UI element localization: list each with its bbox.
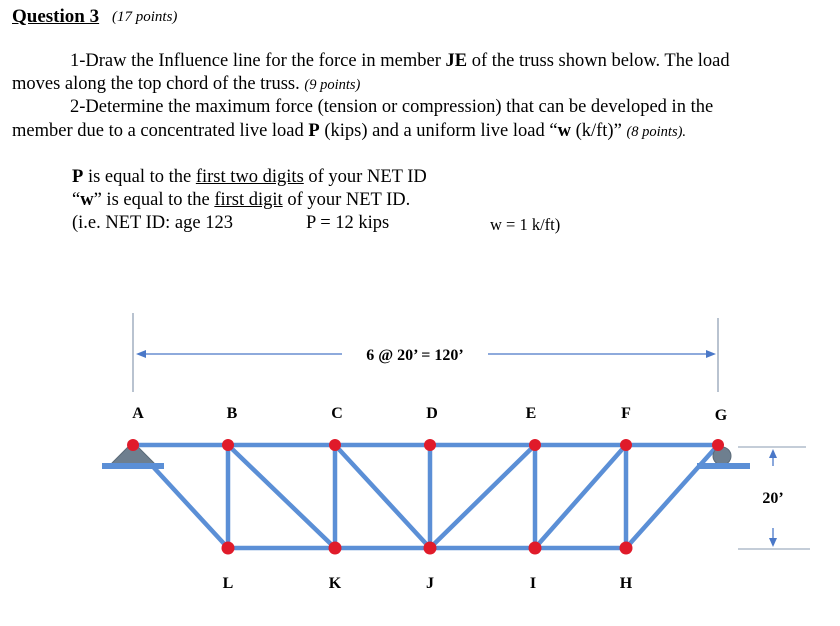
joint-d [424, 439, 436, 451]
part2-text-e: (k/ft)” [570, 121, 627, 141]
def-w-first-digit: first digit [214, 190, 283, 210]
def-w-text-e: of your NET ID. [282, 190, 411, 210]
member-je: JE [445, 51, 468, 71]
question-points: (17 points) [112, 9, 178, 25]
member-je [430, 445, 535, 548]
def-p-text-d: of your NET ID [303, 167, 427, 187]
def-w-text-c: ” is equal to the [93, 190, 215, 210]
joint-k [329, 542, 342, 555]
member-fi [535, 445, 626, 548]
def-example-netid: (i.e. NET ID: age 123 [72, 213, 233, 233]
joint-h [620, 542, 633, 555]
label-a: A [132, 405, 144, 422]
part1-text-a: 1-Draw the Influence line for the force in member [70, 51, 446, 71]
dim-arrow-right [706, 350, 716, 358]
part1-text-line2: moves along the top chord of the truss. [12, 74, 305, 94]
joint-a [127, 439, 139, 451]
part1-text-c: of the truss shown below. The load [467, 51, 730, 71]
span-label: 6 @ 20’ = 120’ [366, 347, 464, 364]
joint-b [222, 439, 234, 451]
def-p-text-b: is equal to the [83, 167, 196, 187]
label-b: B [226, 405, 238, 422]
top-node-labels [132, 405, 728, 424]
member-gh [626, 445, 718, 548]
def-w-symbol: w [80, 190, 94, 210]
joint-g [712, 439, 724, 451]
height-arrow-top [769, 449, 777, 458]
part2-line1: 2-Determine the maximum force (tension or compression) that can be developed in the [70, 97, 714, 117]
truss-members [133, 445, 718, 548]
joint-c [329, 439, 341, 451]
label-l: L [222, 575, 234, 592]
label-c: C [331, 405, 343, 422]
part2-text-a: member due to a concentrated live load [12, 121, 309, 141]
joint-i [529, 542, 542, 555]
label-d: D [426, 405, 438, 422]
member-cj [335, 445, 430, 548]
question-title: Question 3 [12, 6, 100, 27]
def-p-first-two-digits: first two digits [195, 167, 304, 187]
label-i: I [529, 575, 537, 592]
part1-points: (9 points) [304, 77, 361, 93]
label-j: J [426, 575, 434, 592]
dim-arrow-left [136, 350, 146, 358]
joint-l [222, 542, 235, 555]
height-arrow-bottom [769, 538, 777, 547]
label-h: H [619, 575, 633, 592]
part2-points: (8 points). [626, 124, 687, 140]
joint-f [620, 439, 632, 451]
def-example-w: w = 1 k/ft) [490, 215, 561, 234]
label-f: F [621, 405, 631, 422]
member-bk [228, 445, 335, 548]
bottom-node-labels [223, 575, 633, 592]
label-g: G [714, 407, 728, 424]
load-p: P [308, 121, 320, 141]
label-k: K [328, 575, 342, 592]
joint-j [424, 542, 437, 555]
def-w-quote-open: “ [72, 190, 81, 210]
height-label: 20’ [762, 490, 784, 507]
def-p-symbol: P [72, 167, 84, 187]
load-w: w [557, 121, 571, 141]
joint-e [529, 439, 541, 451]
label-e: E [525, 405, 537, 422]
part2-text-c: (kips) and a uniform live load “ [319, 121, 558, 141]
def-example-p: P = 12 kips [306, 213, 390, 233]
